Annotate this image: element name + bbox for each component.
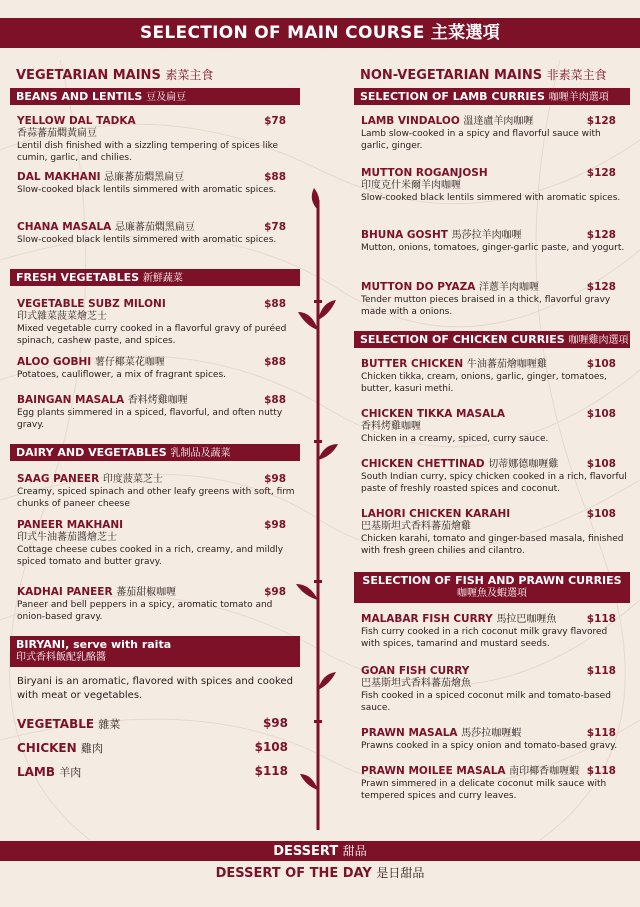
dessert-label: DESSERT xyxy=(273,844,339,859)
menu-item xyxy=(361,281,628,331)
menu-item xyxy=(17,519,298,586)
item-name-zh: 香料烤雞咖喱 xyxy=(127,395,188,406)
dessert-label-zh: 甜品 xyxy=(342,844,367,858)
item-description: Prawns cooked in a spicy onion and tomato-based gravy. xyxy=(361,741,618,751)
section-bar-biryani: BIRYANI, serve with raita 印式香料飯配乳酪醬 xyxy=(10,636,300,667)
item-price: $118 xyxy=(586,613,616,625)
item-price: $108 xyxy=(586,508,616,520)
menu-item xyxy=(17,221,298,269)
item-name-zh: 印式牛油蕃茄醬燴芝士 xyxy=(17,532,117,543)
item-name: DAL MAKHANI xyxy=(17,171,101,183)
menu-item xyxy=(361,358,628,408)
item-price: $98 xyxy=(264,519,286,531)
item-description: Slow-cooked black lentils simmered with aromatic spices. xyxy=(17,235,277,245)
dessert-of-the-day xyxy=(0,863,640,883)
item-name: MALABAR FISH CURRY xyxy=(361,613,493,625)
item-description: Prawn simmered in a delicate coconut milk sauce with tempered spices and curry leaves. xyxy=(361,779,607,801)
item-name-zh: 印度菠菜芝士 xyxy=(102,474,163,485)
item-name-zh: 薯仔椰菜花咖喱 xyxy=(94,357,165,368)
item-price: $128 xyxy=(586,167,616,179)
item-description: Fish cooked in a spiced coconut milk and tomato-based sauce. xyxy=(361,691,611,713)
item-name-zh: 洋蔥羊肉咖喱 xyxy=(479,282,540,293)
item-description: Chicken in a creamy, spiced, curry sauce. xyxy=(361,434,549,444)
item-price: $128 xyxy=(586,115,616,127)
item-name: CHICKEN TIKKA MASALA xyxy=(361,408,506,420)
item-price: $98 xyxy=(264,586,286,598)
item-name-zh: 巴基斯坦式香料蕃茄燴雞 xyxy=(361,521,471,532)
menu-item xyxy=(17,586,298,636)
item-description: Lentil dish finished with a sizzling tempering of spices like cumin, garlic, and chilies. xyxy=(17,141,279,163)
vegetarian-heading: VEGETARIAN MAINS 素菜主食 xyxy=(16,68,214,83)
biryani-description: Biryani is an aromatic, flavored with spices and cooked with meat or vegetables. xyxy=(17,676,293,701)
item-name-zh: 馬莎拉羊肉咖喱 xyxy=(451,230,522,241)
item-name: MUTTON ROGANJOSH xyxy=(361,167,488,179)
item-price: $118 xyxy=(254,764,288,778)
item-name: CHANA MASALA xyxy=(17,221,112,233)
item-name: PRAWN MOILEE MASALA xyxy=(361,765,506,777)
dessert-day-label: DESSERT OF THE DAY xyxy=(215,866,372,881)
menu-item xyxy=(361,665,628,727)
item-name: SAAG PANEER xyxy=(17,473,100,485)
menu-item xyxy=(17,171,298,221)
menu-item xyxy=(361,229,628,281)
menu-item xyxy=(361,508,628,572)
menu-item xyxy=(361,458,628,508)
menu-item xyxy=(361,613,628,665)
item-name-zh: 蕃茄甜椒咖喱 xyxy=(116,587,177,598)
item-price: $118 xyxy=(586,727,616,739)
menu-item xyxy=(17,394,298,444)
section-bar-lamb: SELECTION OF LAMB CURRIES 咖喱羊肉選項 xyxy=(354,88,630,105)
item-name-zh: 雞肉 xyxy=(80,742,103,755)
vegetarian-column xyxy=(10,66,300,783)
item-price: $88 xyxy=(264,298,286,310)
item-name-zh: 巴基斯坦式香料蕃茄燴魚 xyxy=(361,678,471,689)
item-name: CHICKEN xyxy=(17,741,77,755)
biryani-option xyxy=(17,711,300,735)
menu-item xyxy=(361,115,628,167)
page-title: SELECTION OF MAIN COURSE xyxy=(139,23,425,43)
item-description: Slow-cooked black lentils simmered with aromatic spices. xyxy=(361,193,621,203)
item-name-zh: 雜菜 xyxy=(98,718,121,731)
item-price: $88 xyxy=(264,171,286,183)
section-bar-fish-prawn: SELECTION OF FISH AND PRAWN CURRIES 咖喱魚及蝦選項 xyxy=(354,572,630,603)
item-price: $88 xyxy=(264,394,286,406)
item-name: PANEER MAKHANI xyxy=(17,519,124,531)
menu-item xyxy=(17,115,298,171)
item-price: $108 xyxy=(586,458,616,470)
item-price: $98 xyxy=(262,716,288,730)
item-price: $108 xyxy=(586,408,616,420)
page-title-zh: 主菜選項 xyxy=(430,23,501,43)
item-name-zh: 香蒜蕃茄燜黃扁豆 xyxy=(17,128,97,139)
item-description: Fish curry cooked in a rich coconut milk gravy flavored with spices, tamarind and mustard seeds. xyxy=(361,627,608,649)
item-price: $128 xyxy=(586,229,616,241)
item-name: ALOO GOBHI xyxy=(17,356,92,368)
item-description: South Indian curry, spicy chicken cooked in a rich, flavorful paste of freshly roasted spices and coconut. xyxy=(361,472,627,494)
item-price: $118 xyxy=(586,765,616,777)
item-price: $88 xyxy=(264,356,286,368)
item-description: Potatoes, cauliflower, a mix of fragrant spices. xyxy=(17,370,227,380)
item-price: $108 xyxy=(254,740,288,754)
item-description: Creamy, spiced spinach and other leafy greens with soft, firm chunks of paneer cheese xyxy=(17,487,295,509)
item-name-zh: 溫達盧羊肉咖喱 xyxy=(463,116,534,127)
menu-item xyxy=(17,473,298,519)
item-name-zh: 切蒂娜德咖喱雞 xyxy=(488,459,559,470)
item-name-zh: 忌廉蕃茄燜黑扁豆 xyxy=(114,222,195,233)
item-description: Chicken karahi, tomato and ginger-based masala, finished with fresh green chilies and cilantro. xyxy=(361,534,624,556)
item-price: $98 xyxy=(264,473,286,485)
item-price: $128 xyxy=(586,281,616,293)
item-name: LAMB VINDALOO xyxy=(361,115,460,127)
non-vegetarian-heading: NON-VEGETARIAN MAINS 非素菜主食 xyxy=(360,68,607,83)
section-bar-beans: BEANS AND LENTILS 豆及扁豆 xyxy=(10,88,300,105)
item-description: Egg plants simmered in a spiced, flavorful, and often nutty gravy. xyxy=(17,408,283,430)
item-description: Slow-cooked black lentils simmered with aromatic spices. xyxy=(17,185,277,195)
item-price: $118 xyxy=(586,665,616,677)
item-description: Lamb slow-cooked in a spicy and flavorful sauce with garlic, ginger. xyxy=(361,129,601,151)
biryani-option xyxy=(17,759,300,783)
menu-item xyxy=(17,298,298,356)
menu-item xyxy=(361,167,628,229)
item-name: BUTTER CHICKEN xyxy=(361,358,464,370)
menu-item xyxy=(361,727,628,765)
item-name: VEGETABLE SUBZ MILONI xyxy=(17,298,166,310)
item-name-zh: 忌廉蕃茄燜黑扁豆 xyxy=(104,172,185,183)
item-name-zh: 馬莎拉咖喱蝦 xyxy=(461,728,522,739)
item-name: LAHORI CHICKEN KARAHI xyxy=(361,508,511,520)
non-vegetarian-column xyxy=(354,66,630,805)
item-name-zh: 香料烤雞咖喱 xyxy=(361,421,421,432)
dessert-bar xyxy=(0,841,640,861)
item-name: LAMB xyxy=(17,765,56,779)
item-name: YELLOW DAL TADKA xyxy=(17,115,136,127)
item-name: KADHAI PANEER xyxy=(17,586,113,598)
item-name: PRAWN MASALA xyxy=(361,727,458,739)
item-description: Tender mutton pieces braised in a thick, flavorful gravy made with a onions. xyxy=(361,295,611,317)
item-name: BAINGAN MASALA xyxy=(17,394,125,406)
item-price: $78 xyxy=(264,115,286,127)
item-description: Cottage cheese cubes cooked in a rich, creamy, and mildly spiced tomato and butter gravy. xyxy=(17,545,284,567)
item-name-zh: 南印椰香咖喱蝦 xyxy=(509,766,580,777)
item-price: $78 xyxy=(264,221,286,233)
item-name-zh: 羊肉 xyxy=(59,766,82,779)
menu-item xyxy=(361,408,628,458)
item-description: Mutton, onions, tomatoes, ginger-garlic paste, and yogurt. xyxy=(361,243,625,253)
item-name: MUTTON DO PYAZA xyxy=(361,281,476,293)
item-name-zh: 印度克什米爾羊肉咖喱 xyxy=(361,180,461,191)
item-description: Paneer and bell peppers in a spicy, aromatic tomato and onion-based gravy. xyxy=(17,600,273,622)
item-name: VEGETABLE xyxy=(17,717,95,731)
dessert-day-label-zh: 是日甜品 xyxy=(376,866,425,880)
menu-item xyxy=(17,356,298,394)
item-name: BHUNA GOSHT xyxy=(361,229,448,241)
page-title-banner xyxy=(0,18,640,48)
item-name-zh: 馬拉巴咖喱魚 xyxy=(496,614,557,625)
item-description: Chicken tikka, cream, onions, garlic, ginger, tomatoes, butter, kasuri methi. xyxy=(361,372,607,394)
item-description: Mixed vegetable curry cooked in a flavorful gravy of puréed spinach, cashew paste, and spices. xyxy=(17,324,287,346)
menu-item xyxy=(361,765,628,805)
section-bar-chicken: SELECTION OF CHICKEN CURRIES 咖喱雞肉選項 xyxy=(354,331,630,348)
biryani-option xyxy=(17,735,300,759)
item-price: $108 xyxy=(586,358,616,370)
section-bar-dairy: DAIRY AND VEGETABLES 乳制品及蔬菜 xyxy=(10,444,300,461)
section-bar-fresh-vegetables: FRESH VEGETABLES 新鮮蔬菜 xyxy=(10,269,300,286)
item-name-zh: 牛油蕃茄燴咖喱雞 xyxy=(466,359,547,370)
item-name-zh: 印式雜菜菠菜燴芝士 xyxy=(17,311,107,322)
item-name: GOAN FISH CURRY xyxy=(361,665,470,677)
item-name: CHICKEN CHETTINAD xyxy=(361,458,485,470)
